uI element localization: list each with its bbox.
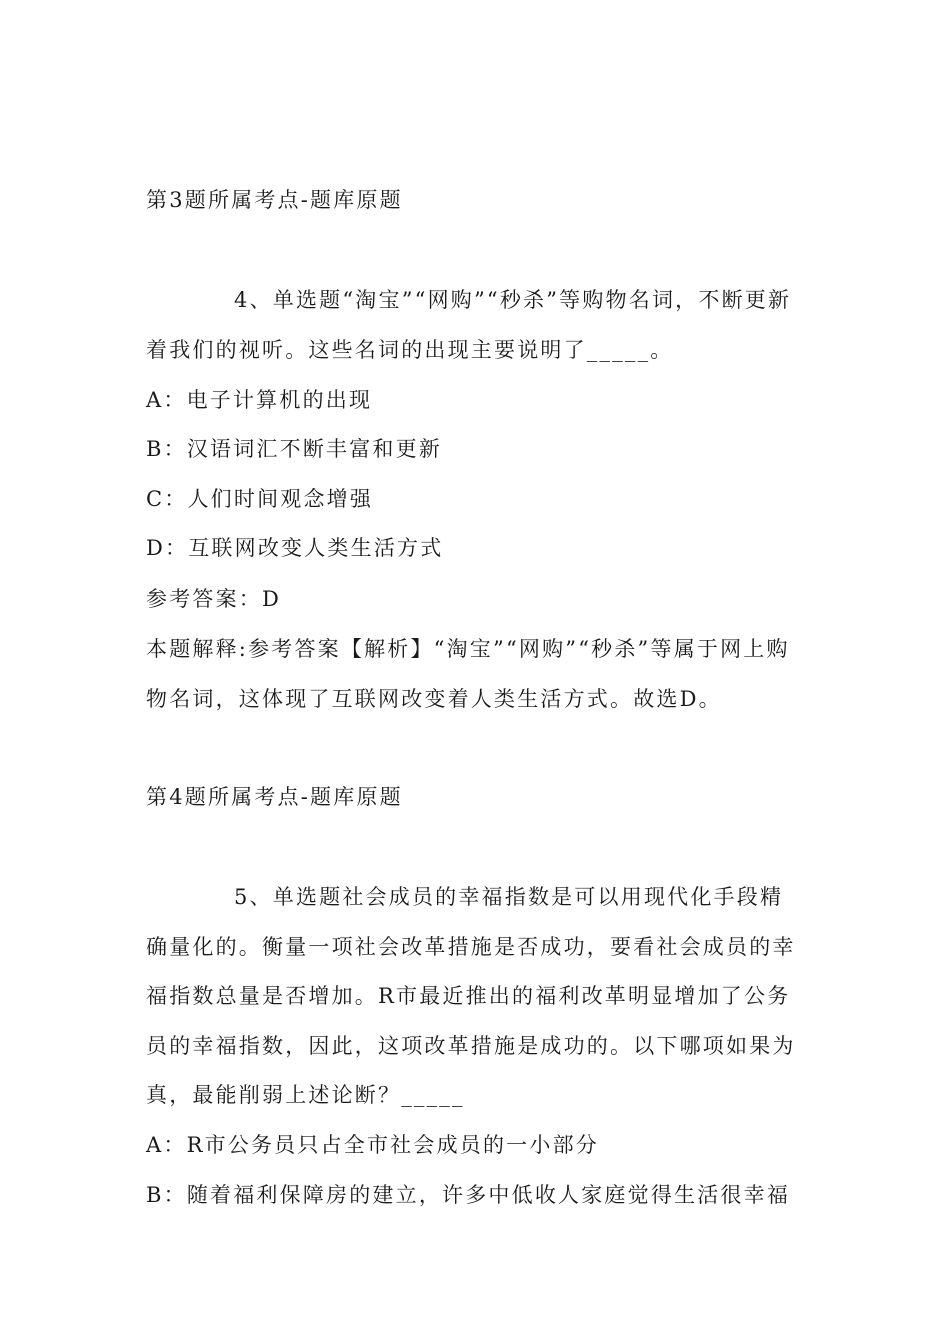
question-4-answer: 参考答案：D xyxy=(146,587,282,611)
question-4-option-c: C：人们时间观念增强 xyxy=(146,487,374,511)
question-5-option-a: A：R市公务员只占全市社会成员的一小部分 xyxy=(146,1133,599,1157)
question-4-option-d: D：互联网改变人类生活方式 xyxy=(146,536,444,560)
section3-knowledge-point: 第3题所属考点-题库原题 xyxy=(146,188,403,212)
question-4-option-a: A：电子计算机的出现 xyxy=(146,388,373,412)
question-5-option-b: B：随着福利保障房的建立，许多中低收人家庭觉得生活很幸福 xyxy=(146,1183,791,1207)
question-4-option-b: B：汉语词汇不断丰富和更新 xyxy=(146,437,443,461)
question-4-stem: 4、单选题“淘宝”“网购”“秒杀”等购物名词，不断更新着我们的视听。这些名词的出现主要说明了_____。 xyxy=(146,288,792,362)
question-4-explanation: 本题解释:参考答案【解析】“淘宝”“网购”“秒杀”等属于网上购物名词，这体现了互联网改变着人类生活方式。故选D。 xyxy=(146,637,790,711)
section4-knowledge-point: 第4题所属考点-题库原题 xyxy=(146,785,403,809)
question-5-stem: 5、单选题社会成员的幸福指数是可以用现代化手段精确量化的。衡量一项社会改革措施是否成功，要看社会成员的幸福指数总量是否增加。R市最近推出的福利改革明显增加了公务员的幸福指数，因此，这项改革措施是成功的。以下哪项如果为真，最能削弱上述论断？_____ xyxy=(146,885,796,1107)
